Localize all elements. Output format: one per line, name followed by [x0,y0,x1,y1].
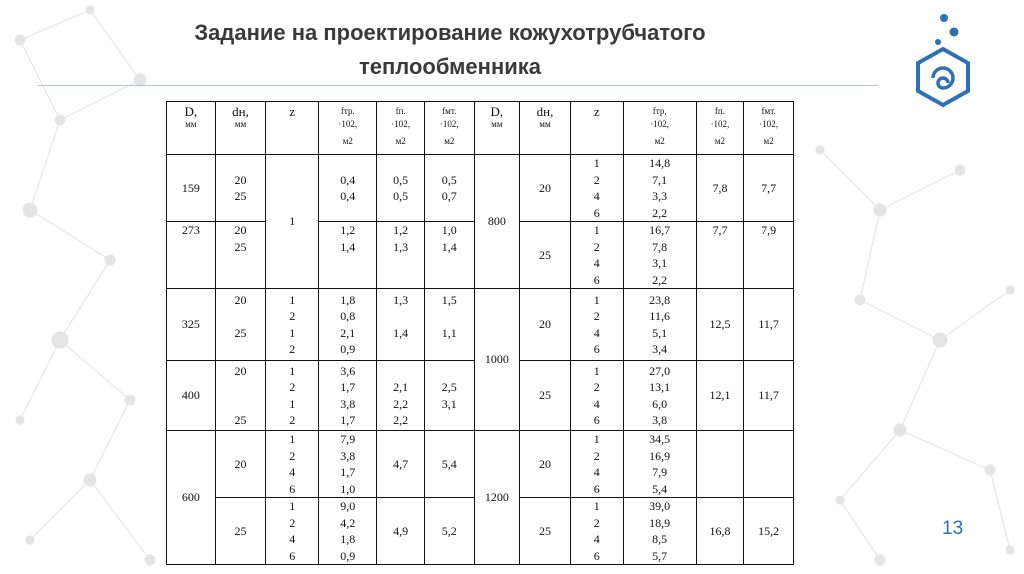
cell-z-2: 1 2 4 6 [570,155,623,222]
title-line-1: Задание на проектирование кожухотрубчатого [194,20,706,45]
cell-fmt: 1,5 1,1 [424,289,474,361]
title-line-2: теплообменника [358,54,541,79]
cell-fp-2: 16,8 [696,498,744,565]
cell-fp: 0,5 0,5 [377,155,425,222]
cell-D: 325 [167,289,216,361]
cell-ftr: 7,9 3,8 1,7 1,0 [319,431,377,498]
cell-fmt: 1,0 1,4 [424,222,474,289]
cell-D: 159 [167,155,216,222]
cell-fp-2 [696,431,744,498]
cell-D-2: 1200 [474,431,519,565]
cell-ftr-2: 34,5 16,9 7,9 5,4 [623,431,696,498]
cell-dn: 20 25 [215,155,266,222]
slide-title [120,16,780,84]
cell-fp-2: 12,5 [696,289,744,361]
cell-fp: 1,2 1,3 [377,222,425,289]
header-fp: fп. ·102, м2 [377,102,425,155]
cell-ftr-2: 39,0 18,9 8,5 5,7 [623,498,696,565]
cell-z: 1 2 4 6 [266,431,319,498]
cell-fmt-2: 11,7 [744,289,794,361]
title-divider [38,85,878,86]
cell-fmt: 2,5 3,1 [424,361,474,431]
cell-fp: 1,3 1,4 [377,289,425,361]
header-z: z [266,102,319,155]
cell-ftr-2: 16,7 7,8 3,1 2,2 [623,222,696,289]
cell-z-2: 1 2 4 6 [570,222,623,289]
header-ftr: fтр. ·102, м2 [319,102,377,155]
cell-fp-2: 12,1 [696,361,744,431]
cell-D-2: 1000 [474,289,519,431]
cell-z-2: 1 2 4 6 [570,289,623,361]
table-header-row [167,102,794,155]
cell-dn: 20 25 [215,222,266,289]
cell-dn-2: 20 [520,155,571,222]
cell-dn: 25 [215,498,266,565]
header-fmt: fмт. ·102, м2 [424,102,474,155]
cell-z: 1 2 1 2 [266,361,319,431]
cell-fmt-2: 11,7 [744,361,794,431]
header-fp-2: fп. ·102, м2 [696,102,744,155]
header-z-2: z [570,102,623,155]
cell-ftr-2: 14,8 7,1 3,3 2,2 [623,155,696,222]
cell-fmt: 5,4 [424,431,474,498]
header-dn: dн, мм [215,102,266,155]
cell-fp: 4,7 [377,431,425,498]
cell-ftr-2: 27,0 13,1 6,0 3,8 [623,361,696,431]
cell-z: 1 2 1 2 [266,289,319,361]
cell-dn-2: 25 [520,498,571,565]
cell-dn-2: 25 [520,361,571,431]
header-ftr-2: fтр, ·102, м2 [623,102,696,155]
cell-fp-2: 7,7 [696,222,744,289]
cell-fmt: 5,2 [424,498,474,565]
slide-number: 13 [942,518,964,539]
cell-dn-2: 20 [520,431,571,498]
cell-ftr: 1,8 0,8 2,1 0,9 [319,289,377,361]
cell-D: 400 [167,361,216,431]
cell-ftr-2: 23,8 11,6 5,1 3,4 [623,289,696,361]
cell-ftr: 3,6 1,7 3,8 1,7 [319,361,377,431]
cell-dn: 20 25 [215,289,266,361]
header-D: D, мм [167,102,216,155]
cell-D: 273 [167,222,216,289]
table-row [167,431,794,498]
cell-D-2: 800 [474,155,519,289]
header-dn-2: dн, мм [520,102,571,155]
cell-z-2: 1 2 4 6 [570,431,623,498]
table-row [167,155,794,222]
header-fmt-2: fмт. ·102, м2 [744,102,794,155]
table-row [167,289,794,361]
cell-fmt: 0,5 0,7 [424,155,474,222]
cell-z: 1 [266,155,319,289]
cell-fmt-2: 15,2 [744,498,794,565]
cell-fmt-2 [744,431,794,498]
cell-z-2: 1 2 4 6 [570,498,623,565]
cell-z-2: 1 2 4 6 [570,361,623,431]
cell-fp: 4,9 [377,498,425,565]
cell-dn-2: 25 [520,222,571,289]
header-D-2: D, мм [474,102,519,155]
cell-ftr: 0,4 0,4 [319,155,377,222]
cell-z: 1 2 4 6 [266,498,319,565]
cell-fp-2: 7,8 [696,155,744,222]
cell-fmt-2: 7,9 [744,222,794,289]
chemistry-logo-icon [908,10,978,110]
cell-fmt-2: 7,7 [744,155,794,222]
cell-dn: 20 [215,431,266,498]
cell-ftr: 1,2 1,4 [319,222,377,289]
heat-exchanger-table [166,101,794,565]
cell-D: 600 [167,431,216,565]
cell-fp: 2,1 2,2 2,2 [377,361,425,431]
cell-dn-2: 20 [520,289,571,361]
cell-dn: 20 25 [215,361,266,431]
cell-ftr: 9,0 4,2 1,8 0,9 [319,498,377,565]
